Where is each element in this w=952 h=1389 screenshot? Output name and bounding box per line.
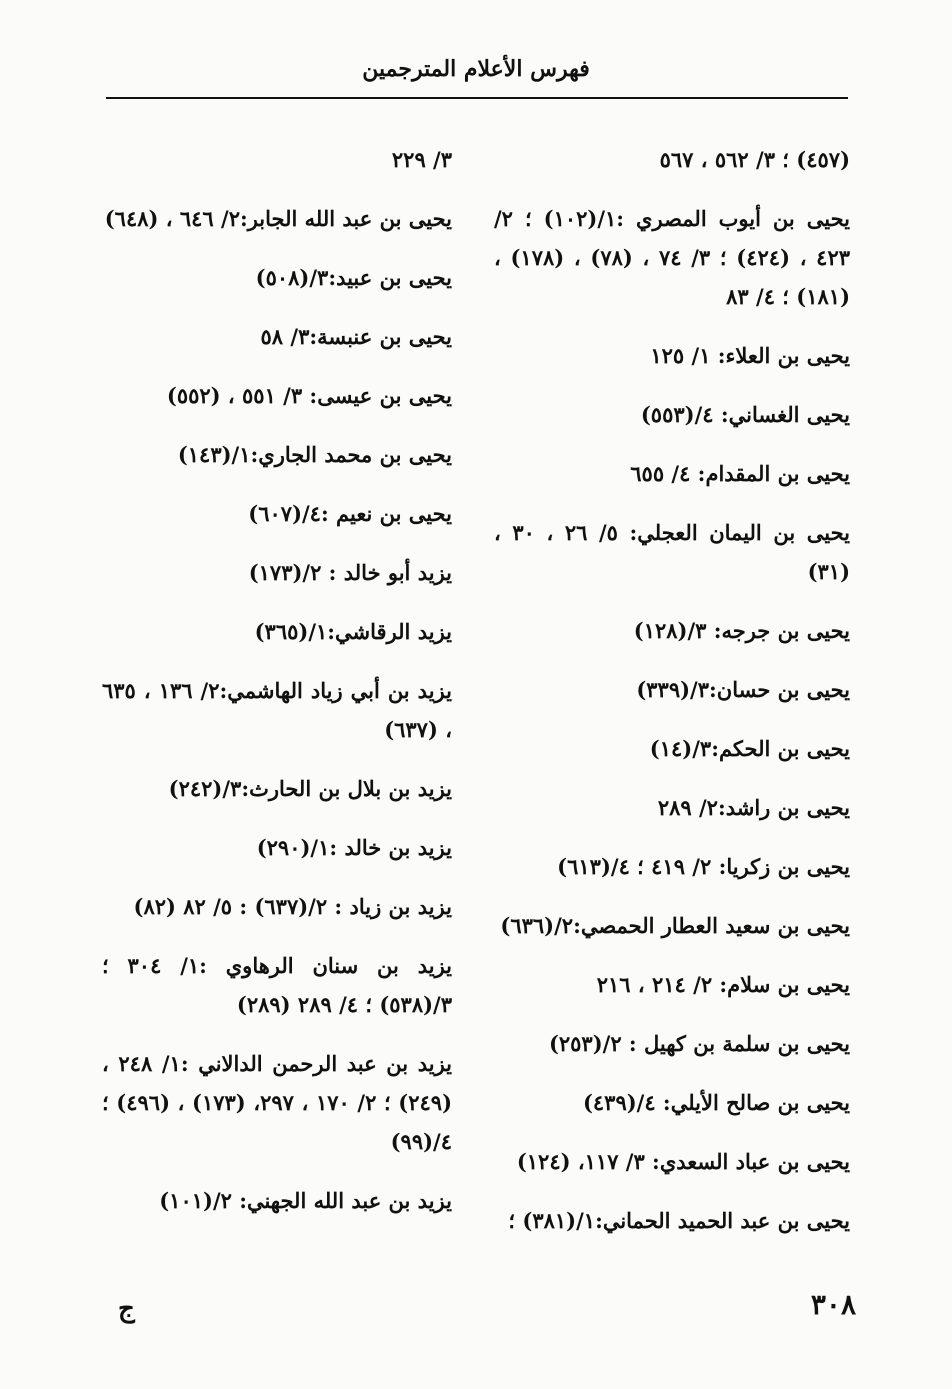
- index-entry: يحيى بن سلام: ٢/ ٢١٤ ، ٢١٦: [596, 972, 850, 997]
- index-entry: يحيى بن حسان:٣/(٣٣٩): [636, 677, 850, 702]
- index-entry: يزيد بن زياد : ٢/(٦٣٧) : ٥/ ٨٢ (٨٢): [133, 894, 452, 919]
- index-entry: يحيى بن العلاء: ١/ ١٢٥: [650, 343, 850, 368]
- index-entry: يزيد بن بلال بن الحارث:٣/(٢٤٢): [168, 776, 452, 801]
- index-entry: يحيى بن سلمة بن كهيل : ٢/(٢٥٣): [548, 1031, 850, 1056]
- index-entry: يحيى بن أيوب المصري :١/(١٠٢) ؛ ٢/ ٤٢٣ ، (٤٢٤) ؛ ٣/ ٧٤ ، (٧٨) ، (١٧٨) ، (١٨١) ؛ ٤/ ٨٣: [494, 206, 851, 309]
- index-entry: يزيد بن عبد الله الجهني: ٢/(١٠١): [159, 1188, 452, 1213]
- continuation-line: (٤٥٧) ؛ ٣/ ٥٦٢ ، ٥٦٧: [659, 147, 850, 172]
- index-entry: يزيد بن سنان الرهاوي :١/ ٣٠٤ ؛ ٣/(٥٣٨) ؛ ٤/ ٢٨٩ (٢٨٩): [102, 953, 452, 1017]
- index-column-right: [494, 140, 850, 1260]
- index-entry: يزيد أبو خالد : ٢/(١٧٣): [248, 560, 452, 585]
- index-entry: يحيى بن زكريا: ٢/ ٤١٩ ؛ ٤/(٦١٣): [557, 854, 850, 879]
- index-entry: يحيى بن عباد السعدي: ٣/ ١١٧، (١٢٤): [516, 1149, 850, 1174]
- page-number: ٣٠٨: [810, 1288, 856, 1321]
- index-entry: يزيد بن خالد :١/(٢٩٠): [256, 835, 452, 860]
- index-entry: يحيى بن الحكم:٣/(١٤): [649, 736, 850, 761]
- header-divider: [106, 97, 848, 99]
- index-entry: يحيى بن عيسى: ٣/ ٥٥١ ، (٥٥٢): [166, 383, 452, 408]
- index-entry: يزيد بن أبي زياد الهاشمي:٢/ ١٣٦ ، ٦٣٥ ، (٦٣٧): [102, 678, 452, 742]
- index-entry: يحيى بن عنبسة:٣/ ٥٨: [260, 324, 452, 349]
- index-entry: يحيى بن اليمان العجلي: ٥/ ٢٦ ، ٣٠ ، (٣١): [494, 520, 850, 584]
- page-header-title: فهرس الأعلام المترجمين: [362, 56, 590, 82]
- index-entry: يحيى بن عبيد:٣/(٥٠٨): [255, 265, 452, 290]
- index-entry: يحيى بن محمد الجاري:١/(١٤٣): [177, 442, 452, 467]
- index-entry: يزيد بن عبد الرحمن الدالاني :١/ ٢٤٨ ، (٢٤٩) ؛ ٢/ ١٧٠ ، ٢٩٧، (١٧٣) ، (٤٩٦) ؛ ٤/(٩٩): [102, 1051, 453, 1154]
- index-column-left: [102, 140, 452, 1240]
- index-entry: يزيد الرقاشي:١/(٣٦٥): [254, 619, 452, 644]
- index-entry: يحيى بن نعيم :٤/(٦٠٧): [248, 501, 452, 526]
- index-entry: يحيى بن سعيد العطار الحمصي:٢/(٦٣٦): [500, 913, 850, 938]
- index-entry: يحيى بن صالح الأيلي: ٤/(٤٣٩): [582, 1090, 850, 1115]
- index-entry: يحيى بن جرجه: ٣/(١٢٨): [633, 618, 850, 643]
- index-entry: يحيى بن المقدام: ٤/ ٦٥٥: [630, 461, 850, 486]
- index-entry: يحيى الغساني: ٤/(٥٥٣): [640, 402, 850, 427]
- index-entry: يحيى بن راشد:٢/ ٢٨٩: [657, 795, 850, 820]
- index-entry: يحيى بن عبد الحميد الحماني:١/(٣٨١) ؛: [508, 1208, 850, 1233]
- index-entry: يحيى بن عبد الله الجابر:٢/ ٦٤٦ ، (٦٤٨): [104, 206, 452, 231]
- signature-mark: ج: [118, 1294, 135, 1324]
- continuation-line: ٣/ ٢٢٩: [391, 147, 452, 172]
